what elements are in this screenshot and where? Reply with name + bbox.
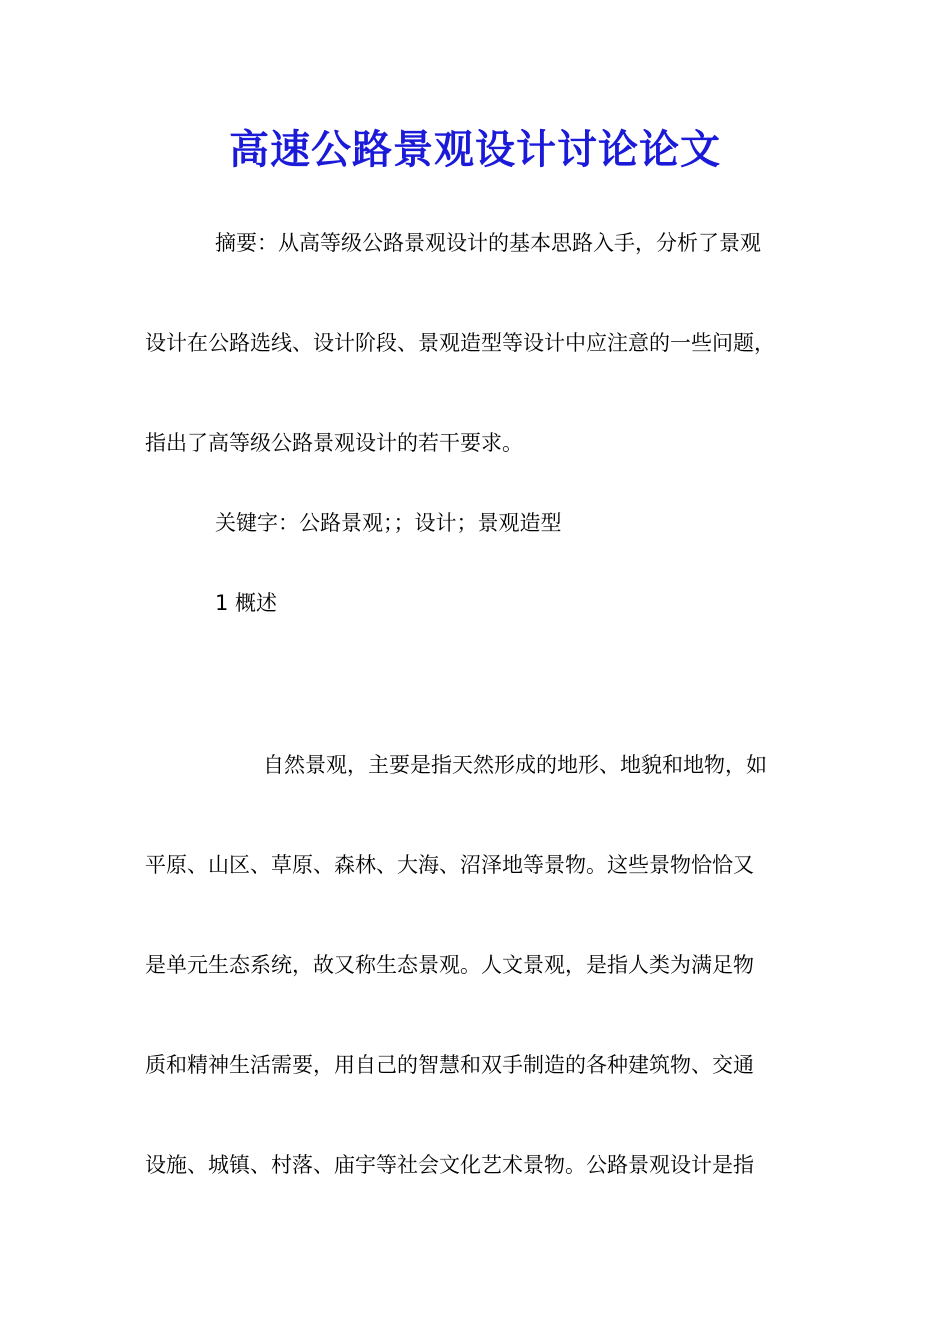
- body-line-5: 设施、城镇、村落、庙宇等社会文化艺术景物。公路景观设计是指: [145, 1153, 754, 1177]
- keywords-line: 关键字：公路景观；；设计；景观造型: [215, 511, 562, 535]
- document-title: 高速公路景观设计讨论论文: [229, 126, 721, 173]
- body-line-3: 是单元生态系统，故又称生态景观。人文景观，是指人类为满足物: [145, 953, 754, 977]
- abstract-line-2: 设计在公路选线、设计阶段、景观造型等设计中应注意的一些问题，: [145, 331, 775, 355]
- section-heading: 1 概述: [215, 591, 278, 615]
- abstract-line-3: 指出了高等级公路景观设计的若干要求。: [145, 431, 523, 455]
- abstract-line-1: 摘要：从高等级公路景观设计的基本思路入手，分析了景观: [215, 231, 761, 255]
- body-line-4: 质和精神生活需要，用自己的智慧和双手制造的各种建筑物、交通: [145, 1053, 754, 1077]
- body-line-2: 平原、山区、草原、森林、大海、沼泽地等景物。这些景物恰恰又: [145, 853, 754, 877]
- body-line-1: 自然景观，主要是指天然形成的地形、地貌和地物，如: [263, 753, 767, 777]
